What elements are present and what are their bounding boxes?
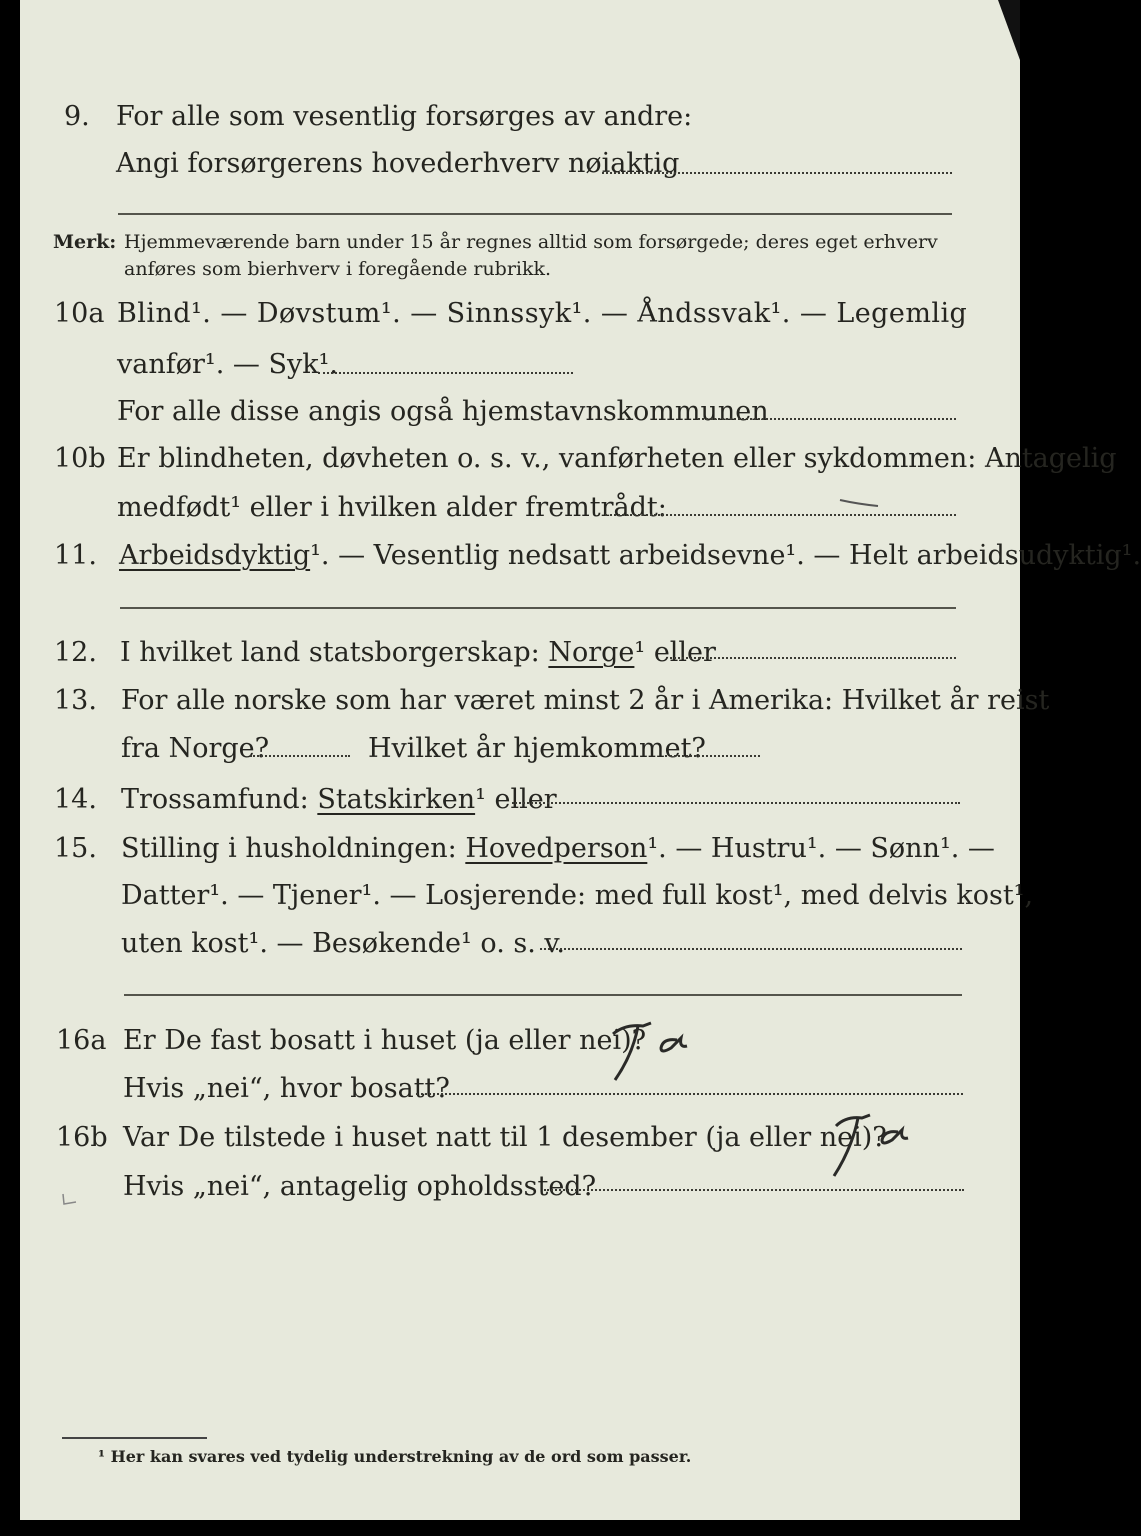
ink-mark xyxy=(60,1190,84,1210)
q14-number: 14. xyxy=(54,784,97,815)
footnote-divider xyxy=(62,1437,207,1439)
q9-text-line1: For alle som vesentlig forsørges av andre: xyxy=(116,101,693,132)
q16a-text-line1: Er De fast bosatt i huset (ja eller nei)? xyxy=(123,1025,647,1056)
q16a-text-line2: Hvis „nei“, hvor bosatt? xyxy=(123,1073,450,1104)
q16a-answer-text: Ja xyxy=(605,1084,606,1085)
q16b-answer-line[interactable] xyxy=(544,1189,964,1191)
q10b-answer-line[interactable] xyxy=(605,514,956,516)
q11-number: 11. xyxy=(54,540,97,571)
q12-answer-line[interactable] xyxy=(670,657,956,659)
q14-text xyxy=(121,784,557,816)
q14-option-statskirken[interactable]: Statskirken xyxy=(317,784,476,815)
q14-answer-line[interactable] xyxy=(512,802,960,804)
q10a-answer-line[interactable] xyxy=(318,372,573,374)
q13-reist-line[interactable] xyxy=(250,755,350,757)
q12-number: 12. xyxy=(54,637,97,668)
q11-options-rest: ¹. — Vesentlig nedsatt arbeidsevne¹. — Helt arbeidsudyktig¹. xyxy=(310,540,1141,571)
q11-option-arbeidsdyktig[interactable]: Arbeidsdyktig xyxy=(119,540,311,571)
q15-options-rest: ¹. — Hustru¹. — Sønn¹. — xyxy=(647,833,995,864)
q10a-text-line3: For alle disse angis også hjemstavnskommunen xyxy=(117,396,769,427)
q10b-number: 10b xyxy=(54,443,106,474)
q10a-kommune-line[interactable] xyxy=(698,418,956,420)
q10a-number: 10a xyxy=(54,298,105,329)
q11-text xyxy=(119,540,1141,572)
q15-answer-line[interactable] xyxy=(540,948,962,950)
q15-text-line1 xyxy=(121,833,995,865)
q12-option-norge[interactable]: Norge xyxy=(548,637,635,668)
merk-text-line2: anføres som bierhverv i foregående rubrikk. xyxy=(124,258,552,280)
q12-text xyxy=(120,637,716,669)
q16b-handwritten-answer xyxy=(818,1106,928,1180)
q14-question: Trossamfund: xyxy=(121,784,309,815)
q13-number: 13. xyxy=(54,685,97,716)
q16b-number: 16b xyxy=(56,1122,108,1153)
paper-corner-fold xyxy=(998,0,1020,70)
merk-text-line1: Hjemmeværende barn under 15 år regnes alltid som forsørgede; deres eget erhverv xyxy=(124,231,938,253)
q15-number: 15. xyxy=(54,833,97,864)
q13-text-line2a: fra Norge? xyxy=(121,733,270,764)
q12-question: I hvilket land statsborgerskap: xyxy=(120,637,540,668)
q15-text-line3: uten kost¹. — Besøkende¹ o. s. v. xyxy=(121,928,566,959)
pen-mark xyxy=(838,496,882,512)
q15-extra-line[interactable] xyxy=(124,994,962,996)
q15-option-hovedperson[interactable]: Hovedperson xyxy=(465,833,648,864)
q12-eller: ¹ eller xyxy=(634,637,716,668)
q10b-text-line2: medfødt¹ eller i hvilken alder fremtrådt: xyxy=(117,492,667,523)
q10b-text-line1: Er blindheten, døvheten o. s. v., vanførheten eller sykdommen: Antagelig xyxy=(117,443,1117,474)
q16b-answer-text: Ja xyxy=(818,1176,819,1177)
q15-text-line2: Datter¹. — Tjener¹. — Losjerende: med full kost¹, med delvis kost¹, xyxy=(121,880,1034,911)
q10a-text-line2: vanfør¹. — Syk¹. xyxy=(117,349,338,380)
q13-text-line2b: Hvilket år hjemkommet? xyxy=(368,733,706,764)
q16a-handwritten-answer xyxy=(605,1014,715,1086)
q9-number: 9. xyxy=(64,101,90,132)
footnote-text: ¹ Her kan svares ved tydelig understrekning av de ord som passer. xyxy=(98,1447,692,1466)
q13-text-line1: For alle norske som har været minst 2 år i Amerika: Hvilket år reist xyxy=(121,685,1050,716)
q11-extra-line[interactable] xyxy=(120,607,956,609)
q15-question: Stilling i husholdningen: xyxy=(121,833,457,864)
q13-hjemkommet-line[interactable] xyxy=(665,755,760,757)
q16a-number: 16a xyxy=(56,1025,107,1056)
q16a-answer-line[interactable] xyxy=(416,1093,963,1095)
q16b-text-line2: Hvis „nei“, antagelig opholdssted? xyxy=(123,1171,597,1202)
q9-answer-line[interactable] xyxy=(602,172,952,174)
q9-text-line2: Angi forsørgerens hovederhverv nøiaktig xyxy=(116,148,680,179)
merk-label: Merk: xyxy=(53,231,117,253)
q14-eller: ¹ eller xyxy=(475,784,557,815)
q10a-text-line1: Blind¹. — Døvstum¹. — Sinnssyk¹. — Åndssvak¹. — Legemlig xyxy=(117,298,968,329)
q9-extra-line[interactable] xyxy=(118,213,952,215)
census-form-page xyxy=(20,0,1141,1520)
q16b-text-line1: Var De tilstede i huset natt til 1 desember (ja eller nei)? xyxy=(123,1122,887,1153)
